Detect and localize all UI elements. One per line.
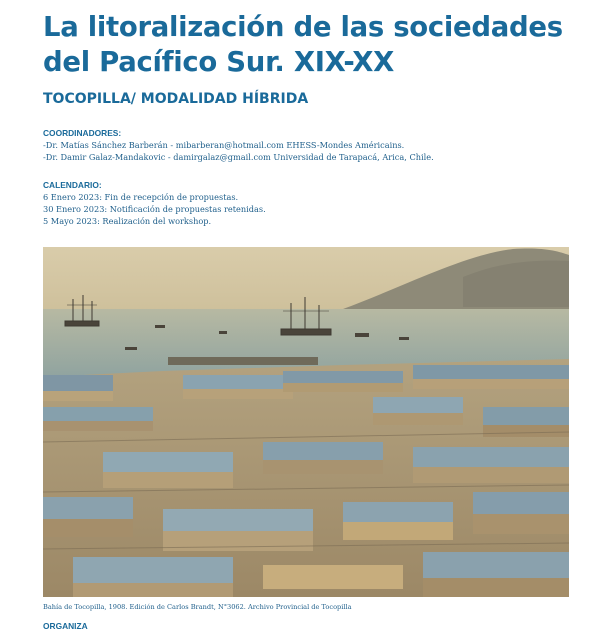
document-subtitle: TOCOPILLA/ MODALIDAD HÍBRIDA [43,91,309,107]
calendar-line: 6 Enero 2023: Fin de recepción de propuestas. [43,192,239,202]
coordinator-line: -Dr. Damir Galaz-Mandakovic - damirgalaz@gmail.com Universidad de Tarapacá, Arica, Chile. [43,152,434,162]
harbor-photo [43,247,569,597]
calendar-heading: CALENDARIO: [43,180,102,190]
coordinator-line: -Dr. Matías Sánchez Barberán - mibarberan@hotmail.com EHESS-Mondes Américains. [43,140,405,150]
pier [168,357,318,365]
calendar-section [43,179,583,227]
calendar-line: 30 Enero 2023: Notificación de propuestas retenidas. [43,204,266,214]
organiza-heading: ORGANIZA [43,621,88,631]
harbor-photo-illustration [43,247,569,597]
photo-caption: Bahía de Tocopilla, 1908. Edición de Carlos Brandt, N°3062. Archivo Provincial de Tocopilla [43,603,352,611]
calendar-line: 5 Mayo 2023: Realización del workshop. [43,216,212,226]
coordinators-heading: COORDINADORES: [43,128,122,138]
coordinators-section [43,127,583,163]
document-title: La litoralización de las sociedades del Pacífico Sur. XIX-XX [43,11,563,78]
